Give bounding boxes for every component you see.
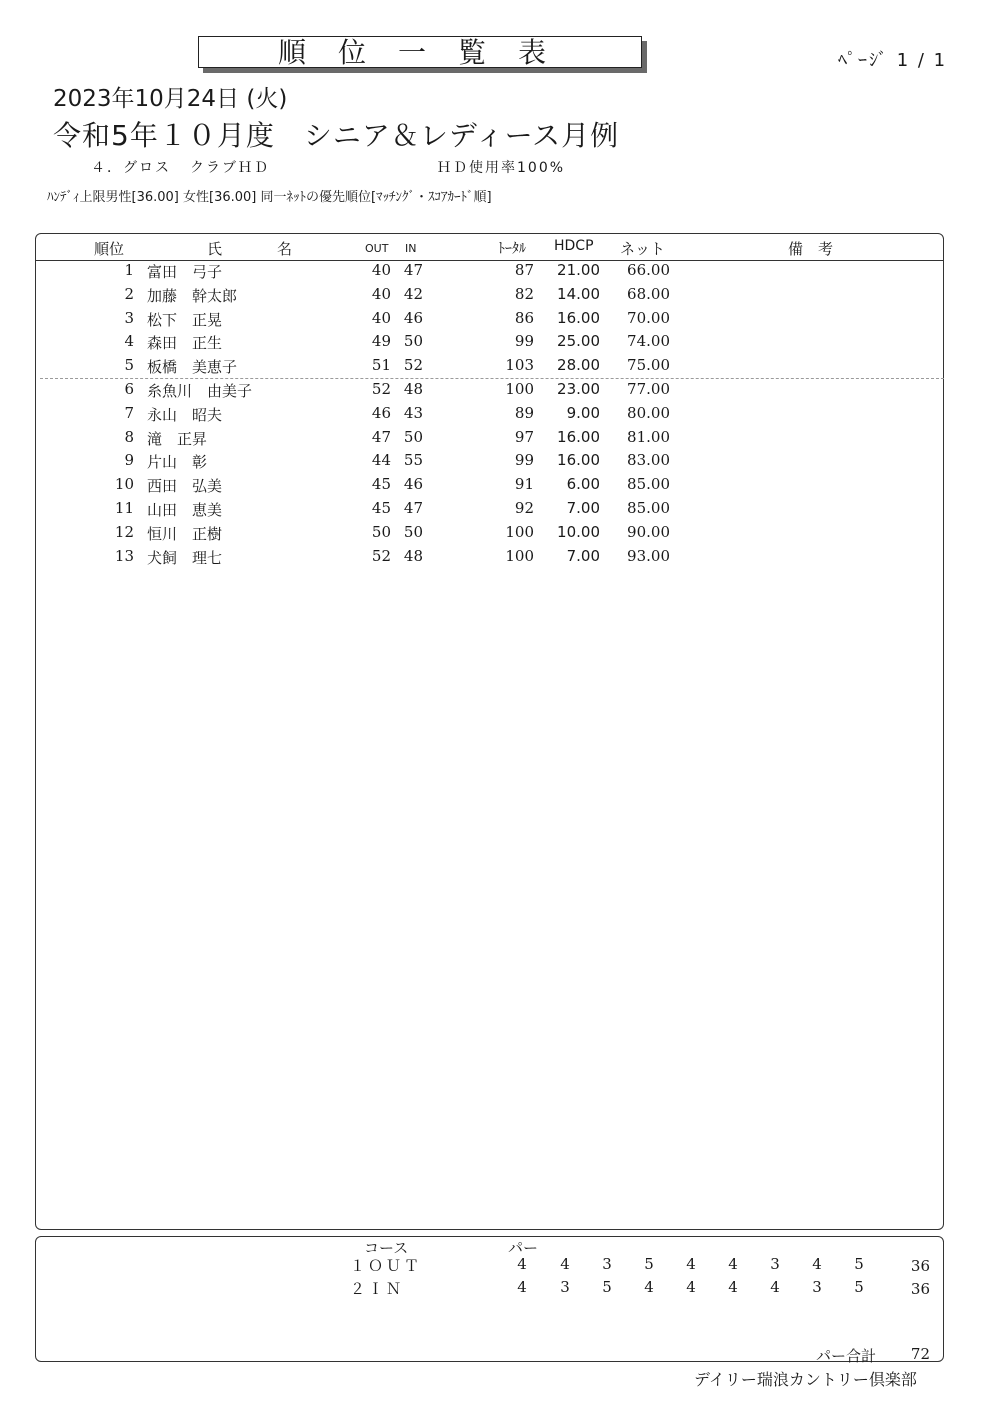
in-cell: 47 xyxy=(403,261,423,279)
event-date: 2023年10月24日 (火) xyxy=(53,86,288,112)
total-cell: 82 xyxy=(514,284,534,303)
name-cell: 山田 恵美 xyxy=(147,501,223,519)
out-cell: 51 xyxy=(371,356,391,375)
col-header-hdcp: HDCP xyxy=(554,238,594,254)
hole-par: 4 xyxy=(560,1255,570,1273)
hdcp-cell: 25.00 xyxy=(557,332,600,351)
hole-par: 4 xyxy=(644,1278,654,1296)
table-row xyxy=(0,523,1000,547)
col-header-total: ﾄｰﾀﾙ xyxy=(498,241,526,257)
table-row xyxy=(0,309,1000,333)
table-row xyxy=(0,332,1000,356)
total-cell: 86 xyxy=(514,308,534,327)
hole-par: 5 xyxy=(854,1255,864,1273)
in-cell: 50 xyxy=(403,522,423,541)
name-cell: 糸魚川 由美子 xyxy=(147,382,253,400)
hdcp-cell: 7.00 xyxy=(566,546,600,565)
table-row xyxy=(0,285,1000,309)
net-cell: 70.00 xyxy=(627,308,670,327)
rank-cell: 4 xyxy=(124,332,134,351)
category-label: ４．グロス xyxy=(91,160,171,176)
hdcp-cell: 16.00 xyxy=(557,451,600,470)
table-row xyxy=(0,475,1000,499)
hole-par: 3 xyxy=(812,1278,822,1296)
out-cell: 47 xyxy=(371,427,391,446)
total-cell: 99 xyxy=(514,332,534,351)
out-cell: 50 xyxy=(371,522,391,541)
in-cell: 47 xyxy=(403,499,423,517)
hole-par: 4 xyxy=(686,1255,696,1273)
course-par-total: 36 xyxy=(910,1257,930,1275)
col-header-name-2: 名 xyxy=(277,240,293,258)
rank-cell: 8 xyxy=(124,427,134,446)
name-cell: 森田 正生 xyxy=(147,334,223,353)
rank-cell: 11 xyxy=(114,499,134,517)
table-row xyxy=(0,356,1000,380)
out-cell: 40 xyxy=(371,261,391,279)
document-title: 順位一覧表 xyxy=(198,36,642,68)
net-cell: 93.00 xyxy=(627,546,670,565)
table-row xyxy=(0,404,1000,428)
table-row xyxy=(0,261,1000,285)
club-name: デイリー瑞浪カントリー倶楽部 xyxy=(694,1370,917,1389)
total-cell: 87 xyxy=(514,261,534,279)
out-cell: 45 xyxy=(371,499,391,517)
table-row xyxy=(0,380,1000,404)
net-cell: 80.00 xyxy=(627,403,670,422)
event-title: 令和5年１０月度 シニア＆レディース月例 xyxy=(53,119,620,152)
par-total-label: パー合計 xyxy=(816,1347,877,1365)
rank-cell: 13 xyxy=(114,546,134,565)
rank-cell: 2 xyxy=(124,284,134,303)
rank-cell: 3 xyxy=(124,308,134,327)
out-cell: 40 xyxy=(371,284,391,303)
hdcp-cell: 28.00 xyxy=(557,356,600,375)
name-cell: 犬飼 理七 xyxy=(147,548,223,567)
col-header-in: IN xyxy=(405,242,417,255)
total-cell: 99 xyxy=(514,451,534,470)
hole-par: 5 xyxy=(854,1278,864,1296)
hole-par: 5 xyxy=(602,1278,612,1296)
hdcp-cell: 7.00 xyxy=(566,499,600,517)
rank-cell: 7 xyxy=(124,403,134,422)
out-cell: 45 xyxy=(371,475,391,494)
hole-par: 4 xyxy=(728,1255,738,1273)
hd-type-label: クラブＨＤ xyxy=(190,160,270,176)
total-cell: 100 xyxy=(505,546,534,565)
net-cell: 90.00 xyxy=(627,522,670,541)
in-cell: 52 xyxy=(403,356,423,375)
name-cell: 西田 弘美 xyxy=(147,477,223,496)
hole-par: 3 xyxy=(602,1255,612,1273)
name-cell: 加藤 幹太郎 xyxy=(147,286,238,305)
net-cell: 85.00 xyxy=(627,475,670,494)
out-cell: 52 xyxy=(371,380,391,398)
hole-par: 4 xyxy=(770,1278,780,1296)
net-cell: 66.00 xyxy=(627,261,670,279)
hd-rate-label: ＨＤ使用率100% xyxy=(437,160,566,176)
name-cell: 恒川 正樹 xyxy=(147,524,223,543)
net-cell: 81.00 xyxy=(627,427,670,446)
in-cell: 46 xyxy=(403,308,423,327)
hdcp-cell: 23.00 xyxy=(557,380,600,398)
hdcp-cell: 9.00 xyxy=(566,403,600,422)
rank-cell: 5 xyxy=(124,356,134,375)
hole-par: 5 xyxy=(644,1255,654,1273)
total-cell: 100 xyxy=(505,380,534,398)
rank-cell: 6 xyxy=(124,380,134,398)
total-cell: 92 xyxy=(514,499,534,517)
hdcp-cell: 6.00 xyxy=(566,475,600,494)
total-cell: 100 xyxy=(505,522,534,541)
par-label: パー xyxy=(508,1239,539,1257)
net-cell: 68.00 xyxy=(627,284,670,303)
net-cell: 85.00 xyxy=(627,499,670,517)
name-cell: 板橋 美恵子 xyxy=(147,358,238,377)
col-header-name-1: 氏 xyxy=(207,240,223,258)
course-name: ２ＩＮ xyxy=(350,1280,405,1298)
in-cell: 50 xyxy=(403,427,423,446)
rank-cell: 12 xyxy=(114,522,134,541)
in-cell: 48 xyxy=(403,546,423,565)
rank-cell: 9 xyxy=(124,451,134,470)
hdcp-cell: 16.00 xyxy=(557,308,600,327)
cutoff-divider xyxy=(40,378,944,379)
name-cell: 富田 弓子 xyxy=(147,263,223,281)
name-cell: 片山 彰 xyxy=(147,453,208,472)
name-cell: 松下 正晃 xyxy=(147,310,223,329)
hdcp-cell: 16.00 xyxy=(557,427,600,446)
net-cell: 83.00 xyxy=(627,451,670,470)
net-cell: 77.00 xyxy=(627,380,670,398)
net-cell: 74.00 xyxy=(627,332,670,351)
table-row xyxy=(0,428,1000,452)
hole-par: 4 xyxy=(517,1255,527,1273)
in-cell: 43 xyxy=(403,403,423,422)
in-cell: 50 xyxy=(403,332,423,351)
rank-cell: 1 xyxy=(124,261,134,279)
total-cell: 91 xyxy=(514,475,534,494)
total-cell: 97 xyxy=(514,427,534,446)
page-number: ﾍﾟｰｼﾞ 1 / 1 xyxy=(838,50,948,71)
out-cell: 52 xyxy=(371,546,391,565)
out-cell: 44 xyxy=(371,451,391,470)
in-cell: 48 xyxy=(403,380,423,398)
name-cell: 永山 昭夫 xyxy=(147,405,223,424)
hdcp-cell: 14.00 xyxy=(557,284,600,303)
hdcp-cell: 21.00 xyxy=(557,261,600,279)
course-label: コース xyxy=(364,1239,409,1257)
total-cell: 103 xyxy=(505,356,534,375)
col-header-out: OUT xyxy=(365,242,389,255)
table-row xyxy=(0,499,1000,523)
rank-cell: 10 xyxy=(114,475,134,494)
in-cell: 42 xyxy=(403,284,423,303)
par-total-value: 72 xyxy=(910,1345,930,1363)
hole-par: 4 xyxy=(812,1255,822,1273)
course-name: １ＯＵＴ xyxy=(350,1257,423,1275)
hole-par: 4 xyxy=(517,1278,527,1296)
hole-par: 4 xyxy=(686,1278,696,1296)
total-cell: 89 xyxy=(514,403,534,422)
table-row xyxy=(0,547,1000,571)
handicap-limit-note: ﾊﾝﾃﾞｨ上限男性[36.00] 女性[36.00] 同一ﾈｯﾄの優先順位[ﾏｯﾁﾝｸﾞ・ｽｺｱｶｰﾄﾞ順] xyxy=(47,190,492,205)
hdcp-cell: 10.00 xyxy=(557,522,600,541)
col-header-remarks: 備 考 xyxy=(788,240,834,258)
in-cell: 46 xyxy=(403,475,423,494)
hole-par: 4 xyxy=(728,1278,738,1296)
out-cell: 46 xyxy=(371,403,391,422)
table-row xyxy=(0,451,1000,475)
course-par-total: 36 xyxy=(910,1280,930,1298)
hole-par: 3 xyxy=(560,1278,570,1296)
in-cell: 55 xyxy=(403,451,423,470)
name-cell: 滝 正昇 xyxy=(147,429,208,448)
net-cell: 75.00 xyxy=(627,356,670,375)
hole-par: 3 xyxy=(770,1255,780,1273)
out-cell: 49 xyxy=(371,332,391,351)
col-header-rank: 順位 xyxy=(94,240,125,258)
col-header-net: ネット xyxy=(620,240,666,258)
out-cell: 40 xyxy=(371,308,391,327)
